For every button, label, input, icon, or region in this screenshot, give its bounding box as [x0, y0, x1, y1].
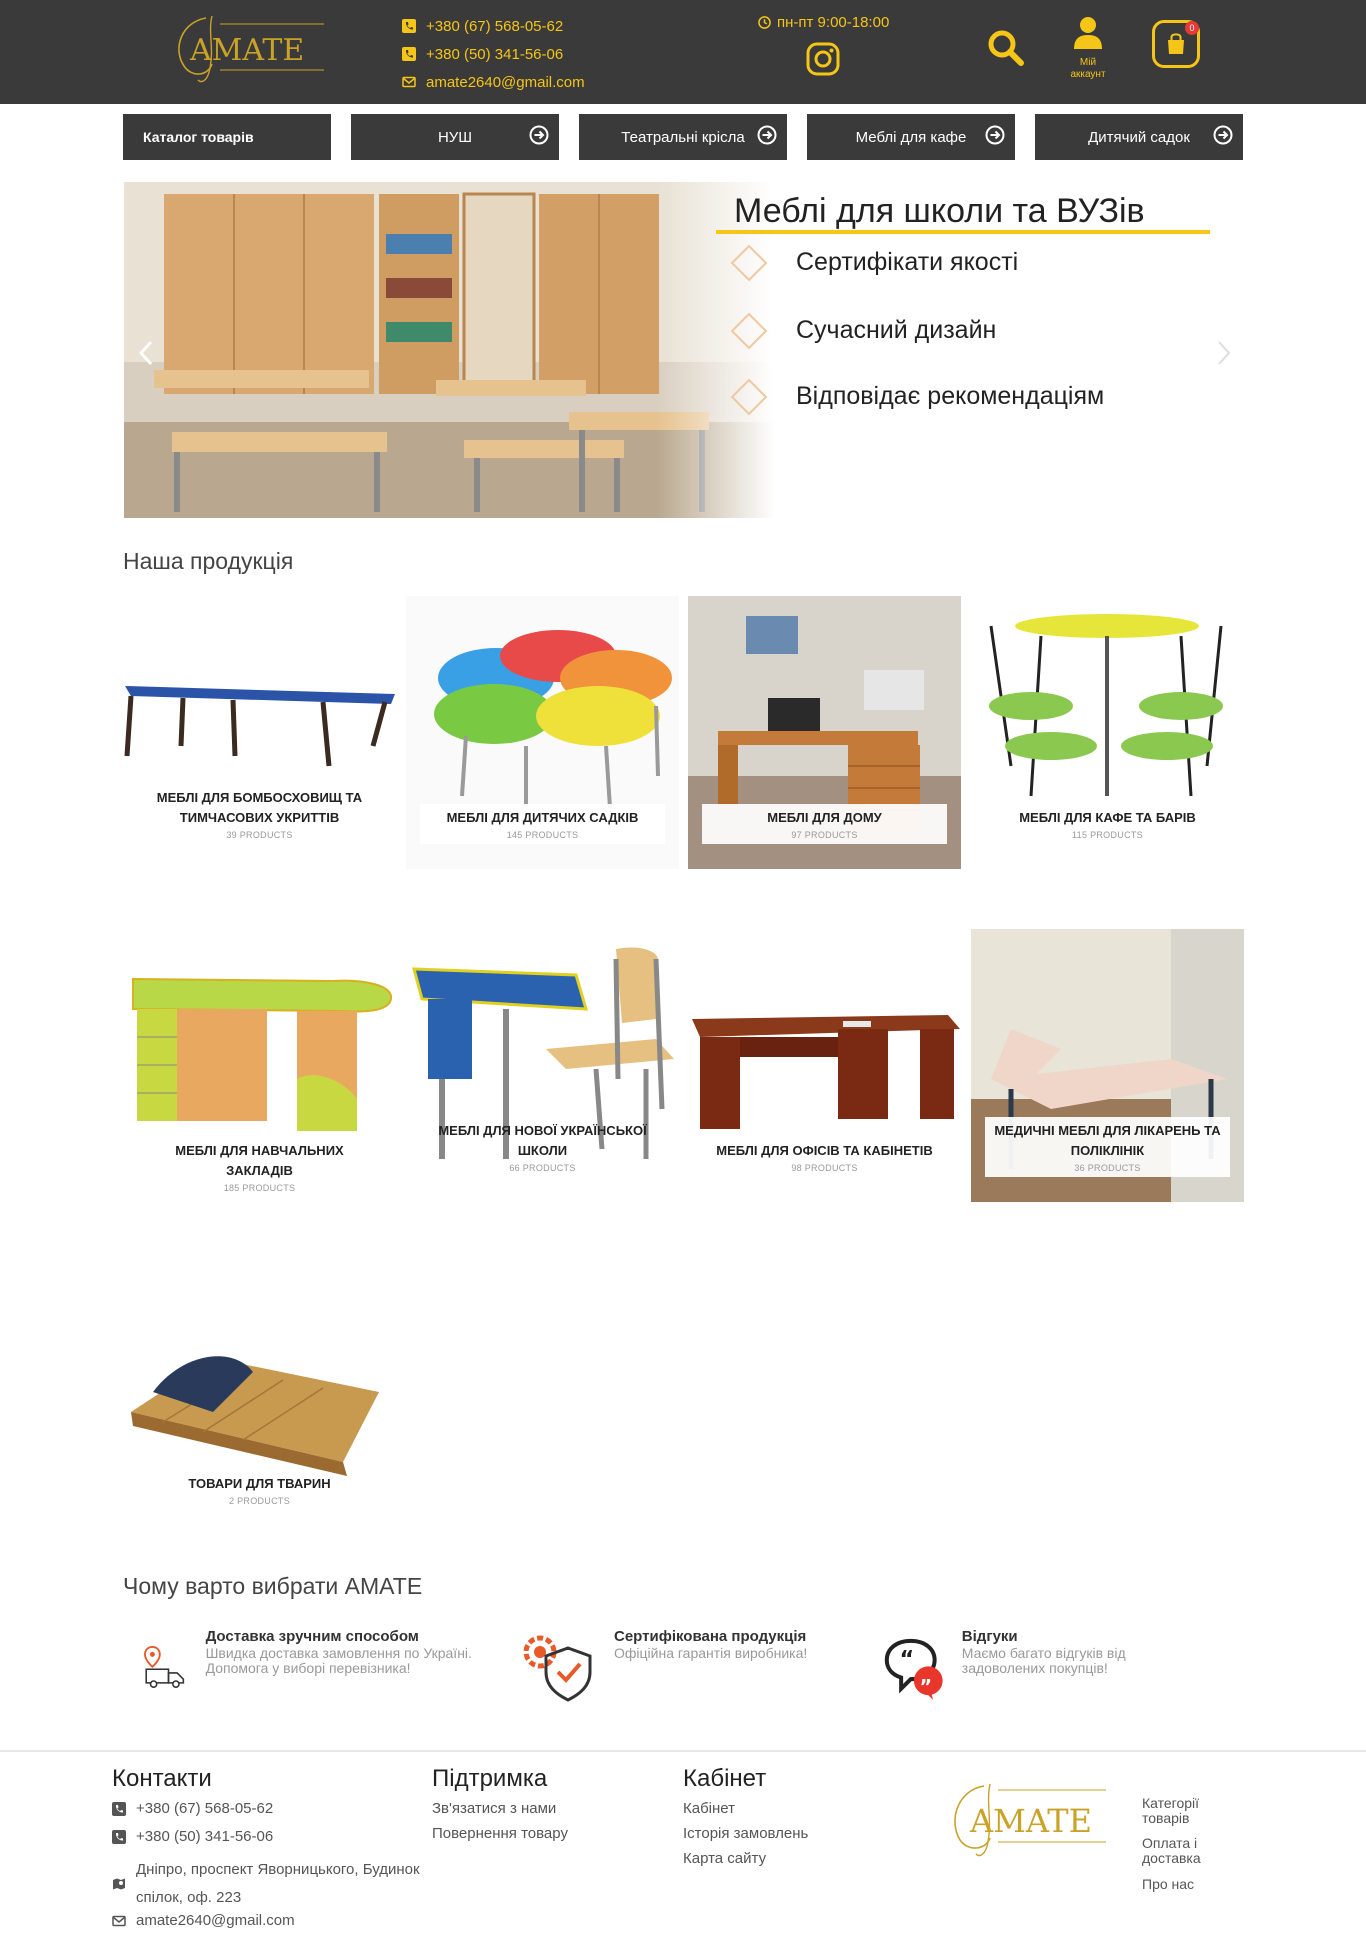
certified-shield-icon	[518, 1628, 598, 1708]
nav-kindergarten[interactable]: Дитячий садок	[1035, 114, 1243, 160]
phone-icon	[112, 1802, 126, 1816]
footer-phone-1[interactable]: +380 (67) 568-05-62	[112, 1800, 273, 1817]
clock-icon	[758, 16, 771, 29]
footer-link-contact-us[interactable]: Зв'язатися з нами	[432, 1800, 557, 1817]
category-card-cafe[interactable]: МЕБЛІ ДЛЯ КАФЕ ТА БАРІВ 115 PRODUCTS	[971, 596, 1244, 869]
category-card-pets[interactable]: ТОВАРИ ДЛЯ ТВАРИН 2 PRODUCTS	[123, 1262, 396, 1535]
footer-divider	[0, 1750, 1366, 1752]
footer-link-cabinet[interactable]: Кабінет	[683, 1800, 736, 1817]
diamond-icon	[731, 378, 768, 415]
footer-address: Дніпро, проспект Яворницького, Будинок спілок, оф. 223	[112, 1856, 420, 1912]
my-account-button[interactable]: Мій аккаунт	[1060, 16, 1116, 81]
phone-icon	[112, 1830, 126, 1844]
svg-text:AMATE: AMATE	[190, 33, 305, 68]
category-card-shelter[interactable]: МЕБЛІ ДЛЯ БОМБОСХОВИЩ ТА ТИМЧАСОВИХ УКРИТТІВ 39 PRODUCTS	[123, 596, 396, 869]
footer-amate-logo[interactable]	[944, 1776, 1106, 1864]
diamond-icon	[731, 244, 768, 281]
reviews-quote-icon	[882, 1628, 946, 1708]
delivery-truck-icon	[140, 1628, 190, 1708]
map-marker-icon	[112, 1877, 126, 1891]
why-section-title: Чому варто вибрати AMATE	[123, 1573, 423, 1599]
nav-theatre-chairs[interactable]: Театральні крісла	[579, 114, 787, 160]
banner-feature-1: Сертифікати якості	[736, 248, 1018, 277]
cart-button[interactable]	[1152, 20, 1200, 68]
banner-feature-3: Відповідає рекомендаціям	[736, 382, 1104, 411]
slider-prev-icon[interactable]	[134, 338, 158, 368]
search-icon[interactable]	[986, 28, 1026, 68]
why-item-delivery: Доставка зручним способом Швидка доставка замовлення по Україні. Допомога у виборі перевізника!	[140, 1628, 500, 1708]
nav-catalog[interactable]: Каталог товарів	[123, 114, 331, 160]
footer-phone-2[interactable]: +380 (50) 341-56-06	[112, 1828, 273, 1845]
envelope-icon	[402, 75, 416, 89]
hero-banner[interactable]	[124, 180, 1243, 520]
nav-nush[interactable]: НУШ	[351, 114, 559, 160]
cart-count-badge: 0	[1185, 21, 1199, 35]
category-nav	[123, 114, 1243, 160]
instagram-icon[interactable]	[806, 42, 840, 76]
footer-cabinet-title: Кабінет	[683, 1765, 767, 1792]
category-card-medical[interactable]: МЕДИЧНІ МЕБЛІ ДЛЯ ЛІКАРЕНЬ ТА ПОЛІКЛІНІК 36 PRODUCTS	[971, 929, 1244, 1202]
header-email[interactable]: amate2640@gmail.com	[402, 68, 585, 96]
footer-link-categories[interactable]: Категорії товарів	[1142, 1795, 1200, 1826]
arrow-circle-right-icon	[529, 125, 549, 145]
svg-text:”: ”	[919, 1675, 933, 1699]
category-card-home[interactable]: МЕБЛІ ДЛЯ ДОМУ 97 PRODUCTS	[688, 596, 961, 869]
banner-feature-2: Сучасний дизайн	[736, 316, 996, 345]
category-card-office[interactable]: МЕБЛІ ДЛЯ ОФІСІВ ТА КАБІНЕТІВ 98 PRODUCTS	[688, 929, 961, 1202]
arrow-circle-right-icon	[757, 125, 777, 145]
footer-link-order-history[interactable]: Історія замовлень	[683, 1825, 809, 1842]
envelope-icon	[112, 1914, 126, 1928]
footer-support-title: Підтримка	[432, 1765, 548, 1792]
arrow-circle-right-icon	[985, 125, 1005, 145]
products-section-title: Наша продукція	[123, 548, 294, 574]
svg-text:“: “	[899, 1646, 915, 1673]
working-hours: пн-пт 9:00-18:00	[758, 12, 889, 32]
footer-email[interactable]: amate2640@gmail.com	[112, 1912, 295, 1929]
classroom-photo	[124, 182, 774, 518]
banner-title: Меблі для школи та ВУЗів	[734, 192, 1145, 230]
phone-icon	[402, 47, 416, 61]
site-header	[0, 0, 1366, 104]
user-icon	[1073, 16, 1103, 50]
slider-next-icon[interactable]	[1212, 338, 1236, 368]
footer-contacts-title: Контакти	[112, 1765, 212, 1792]
why-item-certified: Сертифікована продукція Офіційна гарантія виробника!	[518, 1628, 858, 1708]
nav-cafe-furniture[interactable]: Меблі для кафе	[807, 114, 1015, 160]
diamond-icon	[731, 312, 768, 349]
category-card-kindergarten[interactable]: МЕБЛІ ДЛЯ ДИТЯЧИХ САДКІВ 145 PRODUCTS	[406, 596, 679, 869]
footer-link-payment-delivery[interactable]: Оплата і доставка	[1142, 1835, 1201, 1866]
footer-link-about[interactable]: Про нас	[1142, 1876, 1195, 1892]
header-phone-1[interactable]: +380 (67) 568-05-62	[402, 12, 585, 40]
arrow-circle-right-icon	[1213, 125, 1233, 145]
category-card-nush[interactable]: МЕБЛІ ДЛЯ НОВОЇ УКРАЇНСЬКОЇ ШКОЛИ 66 PRODUCTS	[406, 929, 679, 1202]
header-phone-2[interactable]: +380 (50) 341-56-06	[402, 40, 585, 68]
footer-link-sitemap[interactable]: Карта сайту	[683, 1850, 767, 1867]
why-item-reviews: “ ” Відгуки Маємо багато відгуків від задоволених покупців!	[882, 1628, 1212, 1708]
banner-underline	[716, 230, 1210, 234]
header-contacts	[402, 12, 585, 96]
phone-icon	[402, 19, 416, 33]
category-card-education[interactable]: МЕБЛІ ДЛЯ НАВЧАЛЬНИХ ЗАКЛАДІВ 185 PRODUCTS	[123, 929, 396, 1202]
amate-logo[interactable]	[168, 8, 324, 88]
svg-text:AMATE: AMATE	[970, 1802, 1092, 1840]
footer-link-returns[interactable]: Повернення товару	[432, 1825, 568, 1842]
